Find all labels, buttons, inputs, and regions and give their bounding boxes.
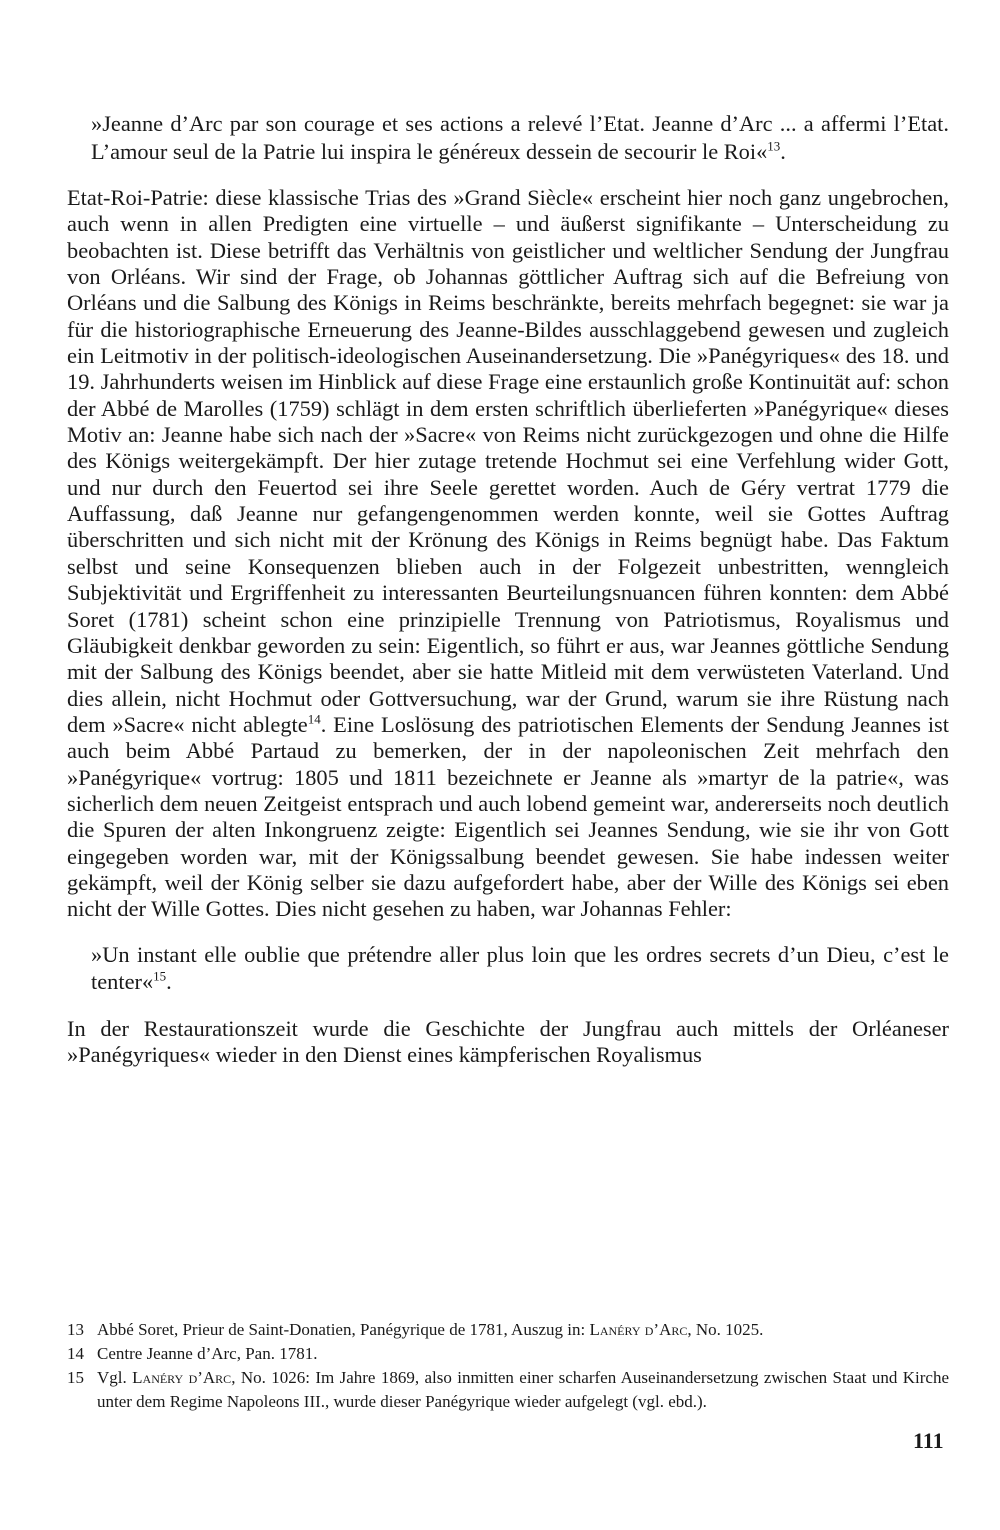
footnote-13: [67, 1318, 949, 1342]
footnote-author: Lanéry d’Arc: [132, 1368, 232, 1387]
footnote-author: Lanéry d’Arc: [589, 1320, 688, 1339]
footnote-ref-13[interactable]: 13: [767, 138, 781, 154]
footnote-ref-14[interactable]: 14: [307, 711, 321, 727]
page-number: 111: [913, 1428, 944, 1453]
footnote-ref-15[interactable]: 15: [153, 968, 167, 984]
footnote-text: Abbé Soret, Prieur de Saint-Donatien, Panégyrique de 1781, Auszug in:: [97, 1320, 590, 1339]
quote-2-end: .: [166, 969, 172, 995]
main-text: [67, 110, 949, 1068]
footnote-14: [67, 1342, 949, 1366]
footnotes: [67, 1318, 949, 1414]
paragraph-1-text-b: . Eine Loslösung des patriotischen Elements der Sendung Jeannes ist auch beim Abbé Partaud zu bemerken, der in der napoleonischen Zeit mehrfach den »Panégyrique« vortrug: 1805 und 1811 bezeichnete er Jeanne als »martyr de la patrie«, was sicherlich dem neuen Zeitgeist entsprach und auch lobend gemeint war, andererseits noch deutlich die Spuren der alten Inkongruenz zeigte: Eigentlich sei Jeannes Sendung, wie sie ihr von Gott eingegeben worden war, mit der Königssalbung beendet gewesen. Sie habe indessen weiter gekämpft, weil der König selber sie dazu aufgefordert habe, aber der Wille des Königs sei eben nicht der Wille Gottes. Dies nicht gesehen zu haben, war Johannas Fehler:: [67, 711, 949, 922]
footnote-text: Vgl.: [97, 1368, 133, 1387]
block-quote-2: [91, 941, 949, 996]
paragraph-1: [67, 185, 949, 923]
quote-1-text: »Jeanne d’Arc par son courage et ses actions a relevé l’Etat. Jeanne d’Arc ... a affermi l’Etat. L’amour seul de la Patrie lui inspira le généreux dessein de secourir le Roi«: [91, 111, 949, 164]
paragraph-2: [67, 1016, 949, 1069]
paragraph-1-text-a: Etat-Roi-Patrie: diese klassische Trias des »Grand Siècle« erscheint hier noch ganz ungebrochen, auch wenn in allen Predigten eine virtuelle – und äußerst signifikante – Unterscheidung zu beobachten ist. Diese betrifft das Verhältnis von geistlicher und weltlicher Sendung der Jungfrau von Orléans. Wir sind der Frage, ob Johannas göttlicher Auftrag sich auf die Befreiung von Orléans und die Salbung des Königs in Reims beschränkte, bereits mehrfach begegnet: sie war ja für die historiographische Erneuerung des Jeanne-Bildes ausschlaggebend gewesen und zugleich ein Leitmotiv in der politisch-ideologischen Auseinandersetzung. Die »Panégyriques« des 18. und 19. Jahrhunderts weisen im Hinblick auf diese Frage eine erstaunlich große Kontinuität auf: schon der Abbé de Marolles (1759) schlägt in dem ersten schriftlich überlieferten »Panégyrique« dieses Motiv an: Jeanne habe sich nach der »Sacre« von Reims nicht zurückgezogen und ohne die Hilfe des Königs weitergekämpft. Der hier zutage tretende Hochmut sei eine Verfehlung wider Gott, und nur durch den Feuertod sei ihre Seele gerettet worden. Auch de Géry vertrat 1779 die Auffassung, daß Jeanne nur gefangengenommen werden konnte, weil sie Gottes Auftrag überschritten und sich nicht mit der Krönung des Königs in Reims begnügt habe. Das Faktum selbst und seine Konsequenzen blieben auch in der Folgezeit unbestritten, wenngleich Subjektivität und Ergriffenheit zu interessanten Beurteilungsnuancen führen konnten: dem Abbé Soret (1781) scheint schon eine prinzipielle Trennung von Patriotismus, Royalismus und Gläubigkeit denkbar geworden zu sein: Eigentlich, so führt er aus, war Jeannes göttliche Sendung mit der Salbung des Königs beendet, aber sie hatte Mitleid mit dem verwüsteten Vaterland. Und dies allein, nicht Hochmut oder Gottversuchung, war der Grund, warum sie ihre Rüstung nach dem »Sacre« nicht ablegte: [67, 185, 949, 737]
quote-1-end: .: [780, 138, 786, 164]
block-quote-1: [91, 110, 949, 165]
footnote-number: 15: [67, 1368, 84, 1387]
footnote-number: 14: [67, 1344, 84, 1363]
quote-2-text: »Un instant elle oublie que prétendre aller plus loin que les ordres secrets d’un Dieu, c’est le tenter«: [91, 941, 949, 995]
footnote-number: 13: [67, 1320, 84, 1339]
paragraph-2-text: In der Restaurationszeit wurde die Geschichte der Jungfrau auch mittels der Orléaneser »Panégyriques« wieder in den Dienst eines kämpferischen Royalismus: [67, 1015, 949, 1067]
footnote-text: , No. 1025.: [687, 1320, 764, 1339]
footnote-text: Centre Jeanne d’Arc, Pan. 1781.: [97, 1344, 318, 1363]
footnote-text: , No. 1026: Im Jahre 1869, also inmitten einer scharfen Auseinandersetzung zwischen Staat und Kirche unter dem Regime Napoleons III., wurde dieser Panégyrique wieder aufgelegt (vgl. ebd.).: [97, 1368, 950, 1411]
footnote-15: [67, 1366, 949, 1414]
